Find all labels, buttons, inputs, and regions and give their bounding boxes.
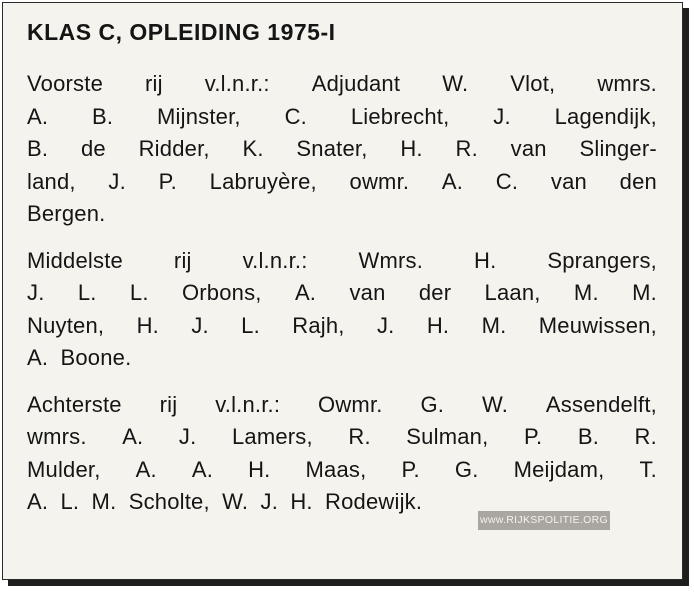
document-content: [27, 16, 657, 533]
text-line: Nuyten, H. J. L. Rajh, J. H. M. Meuwissen,: [27, 312, 657, 338]
text-line: wmrs. A. J. Lamers, R. Sulman, P. B. R.: [27, 424, 657, 449]
paragraph-back-row: [27, 389, 657, 519]
paragraph-middle-row: [27, 245, 657, 375]
text-line: A. L. M. Scholte, W. J. H. Rodewijk.: [27, 489, 423, 514]
text-line: Middelste rij v.l.n.r.: Wmrs. H. Sprangers,: [27, 247, 657, 273]
document-title: KLAS C, OPLEIDING 1975-I: [27, 19, 336, 45]
text-line: Mulder, A. A. H. Maas, P. G. Meijdam, T.: [27, 456, 657, 482]
text-line: B. de Ridder, K. Snater, H. R. van Slinger-: [27, 136, 657, 161]
text-line: Bergen.: [27, 201, 106, 226]
text-line: J. L. L. Orbons, A. van der Laan, M. M.: [27, 280, 657, 305]
paragraph-front-row: [27, 68, 657, 231]
text-line: Achterste rij v.l.n.r.: Owmr. G. W. Assendelft,: [27, 391, 657, 417]
text-line: A. Boone.: [27, 345, 132, 370]
text-line: land, J. P. Labruyère, owmr. A. C. van den: [27, 168, 657, 194]
text-line: Voorste rij v.l.n.r.: Adjudant W. Vlot, wmrs.: [27, 71, 657, 96]
watermark-label: www.RIJKSPOLITIE.ORG: [478, 511, 610, 530]
text-line: A. B. Mijnster, C. Liebrecht, J. Lagendijk,: [27, 103, 657, 129]
